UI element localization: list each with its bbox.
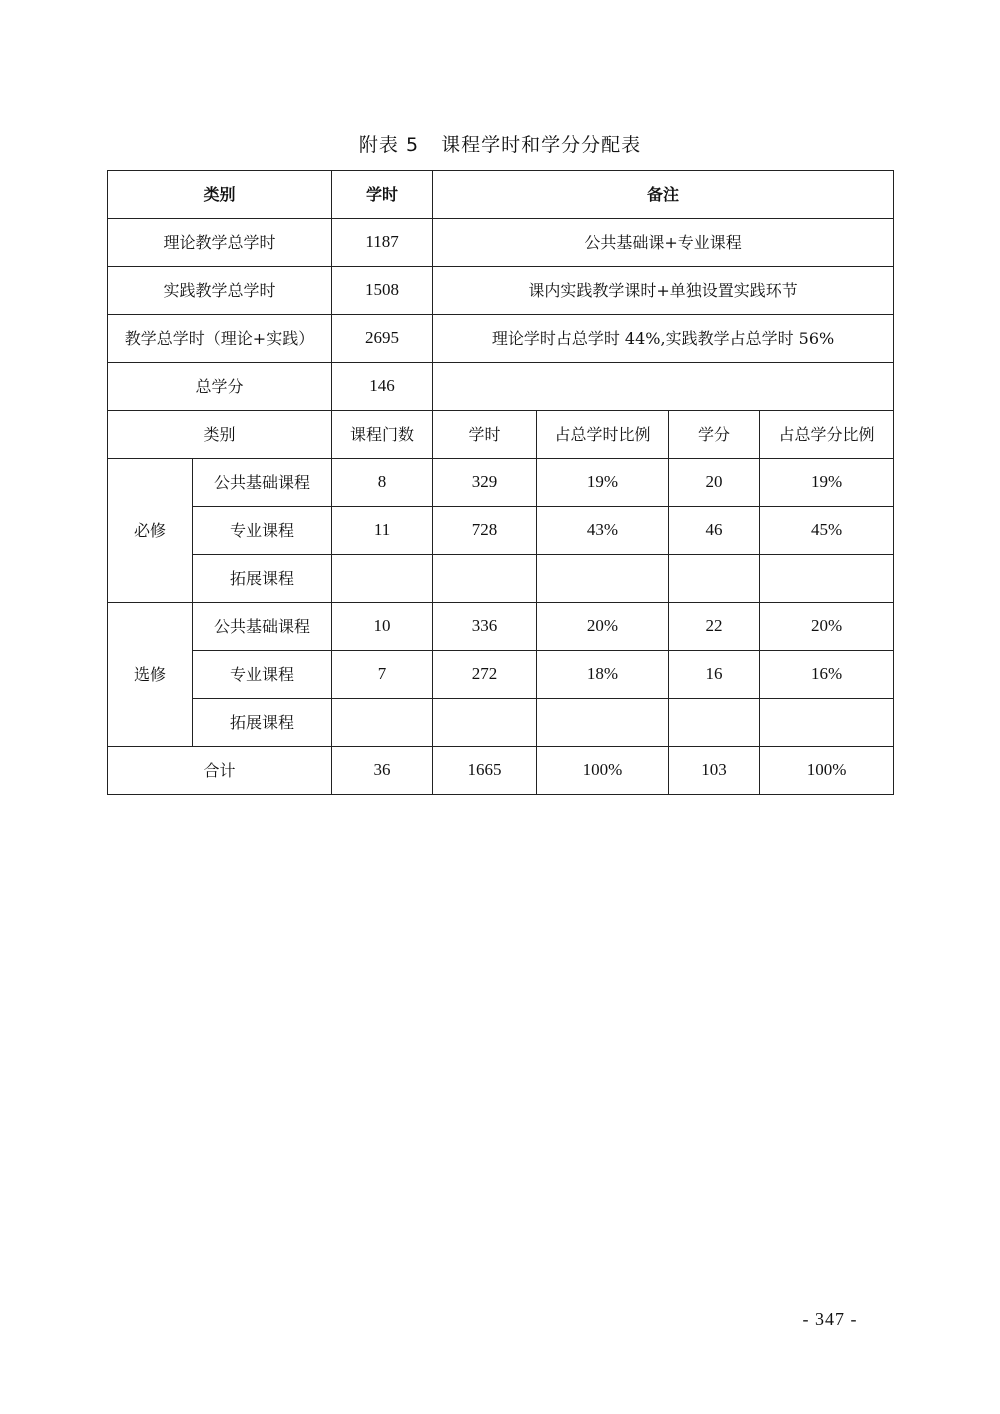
summary-row: [108, 267, 894, 315]
summary-remark: 公共基础课+专业课程: [433, 219, 894, 267]
table-row: [108, 459, 894, 507]
summary-label: 实践教学总学时: [108, 267, 332, 315]
course-hours: 329: [433, 459, 537, 507]
table-title-text: 课程学时和学分分配表: [441, 134, 642, 156]
summary-remark: 理论学时占总学时 44%,实践教学占总学时 56%: [433, 315, 894, 363]
table-row: [108, 555, 894, 603]
course-count: 10: [332, 603, 433, 651]
course-type: 拓展课程: [193, 555, 332, 603]
table-row: [108, 699, 894, 747]
table-row: [108, 603, 894, 651]
detail-header-course-count: 课程门数: [332, 411, 433, 459]
course-hours-ratio: 43%: [537, 507, 669, 555]
total-credits: 103: [669, 747, 760, 795]
total-hours-ratio: 100%: [537, 747, 669, 795]
course-hours-ratio: [537, 699, 669, 747]
course-credits: 46: [669, 507, 760, 555]
course-credits: [669, 555, 760, 603]
summary-remark: 课内实践教学课时+单独设置实践环节: [433, 267, 894, 315]
course-hours-ratio: [537, 555, 669, 603]
header-hours: 学时: [332, 171, 433, 219]
course-credits: [669, 699, 760, 747]
course-type: 公共基础课程: [193, 603, 332, 651]
summary-row: [108, 315, 894, 363]
course-hours: [433, 555, 537, 603]
summary-row: [108, 219, 894, 267]
summary-value: 146: [332, 363, 433, 411]
summary-remark: [433, 363, 894, 411]
summary-value: 1508: [332, 267, 433, 315]
course-count: 7: [332, 651, 433, 699]
course-credits-ratio: 20%: [760, 603, 894, 651]
detail-header-credits: 学分: [669, 411, 760, 459]
total-row: [108, 747, 894, 795]
table-row: [108, 651, 894, 699]
group-label-required: 必修: [108, 459, 193, 603]
table-title-prefix: 附表 5: [358, 134, 420, 156]
header-category: 类别: [108, 171, 332, 219]
detail-header-category: 类别: [108, 411, 332, 459]
summary-label: 教学总学时（理论+实践）: [108, 315, 332, 363]
summary-value: 1187: [332, 219, 433, 267]
course-count: [332, 555, 433, 603]
course-hours-ratio: 18%: [537, 651, 669, 699]
course-credits: 16: [669, 651, 760, 699]
course-credits-ratio: [760, 699, 894, 747]
course-credits-ratio: [760, 555, 894, 603]
course-hours: 336: [433, 603, 537, 651]
table-row: [108, 507, 894, 555]
table-title: [0, 130, 1000, 157]
course-hours-ratio: 19%: [537, 459, 669, 507]
course-credits-ratio: 19%: [760, 459, 894, 507]
course-type: 专业课程: [193, 651, 332, 699]
course-count: [332, 699, 433, 747]
course-hours-ratio: 20%: [537, 603, 669, 651]
summary-row: [108, 363, 894, 411]
group-label-elective: 选修: [108, 603, 193, 747]
course-credits-ratio: 45%: [760, 507, 894, 555]
total-count: 36: [332, 747, 433, 795]
summary-header-row: [108, 171, 894, 219]
summary-label: 总学分: [108, 363, 332, 411]
course-type: 专业课程: [193, 507, 332, 555]
detail-header-credits-ratio: 占总学分比例: [760, 411, 894, 459]
total-credits-ratio: 100%: [760, 747, 894, 795]
course-type: 公共基础课程: [193, 459, 332, 507]
course-credits-ratio: 16%: [760, 651, 894, 699]
course-type: 拓展课程: [193, 699, 332, 747]
course-credits: 22: [669, 603, 760, 651]
detail-header-row: [108, 411, 894, 459]
course-hours: [433, 699, 537, 747]
summary-value: 2695: [332, 315, 433, 363]
course-hours: 728: [433, 507, 537, 555]
total-hours: 1665: [433, 747, 537, 795]
page-number: - 347 -: [802, 1309, 858, 1329]
course-count: 11: [332, 507, 433, 555]
course-count: 8: [332, 459, 433, 507]
total-label: 合计: [108, 747, 332, 795]
detail-header-hours: 学时: [433, 411, 537, 459]
detail-header-hours-ratio: 占总学时比例: [537, 411, 669, 459]
summary-label: 理论教学总学时: [108, 219, 332, 267]
header-remarks: 备注: [433, 171, 894, 219]
course-credits: 20: [669, 459, 760, 507]
credit-allocation-table: [107, 170, 894, 795]
course-hours: 272: [433, 651, 537, 699]
